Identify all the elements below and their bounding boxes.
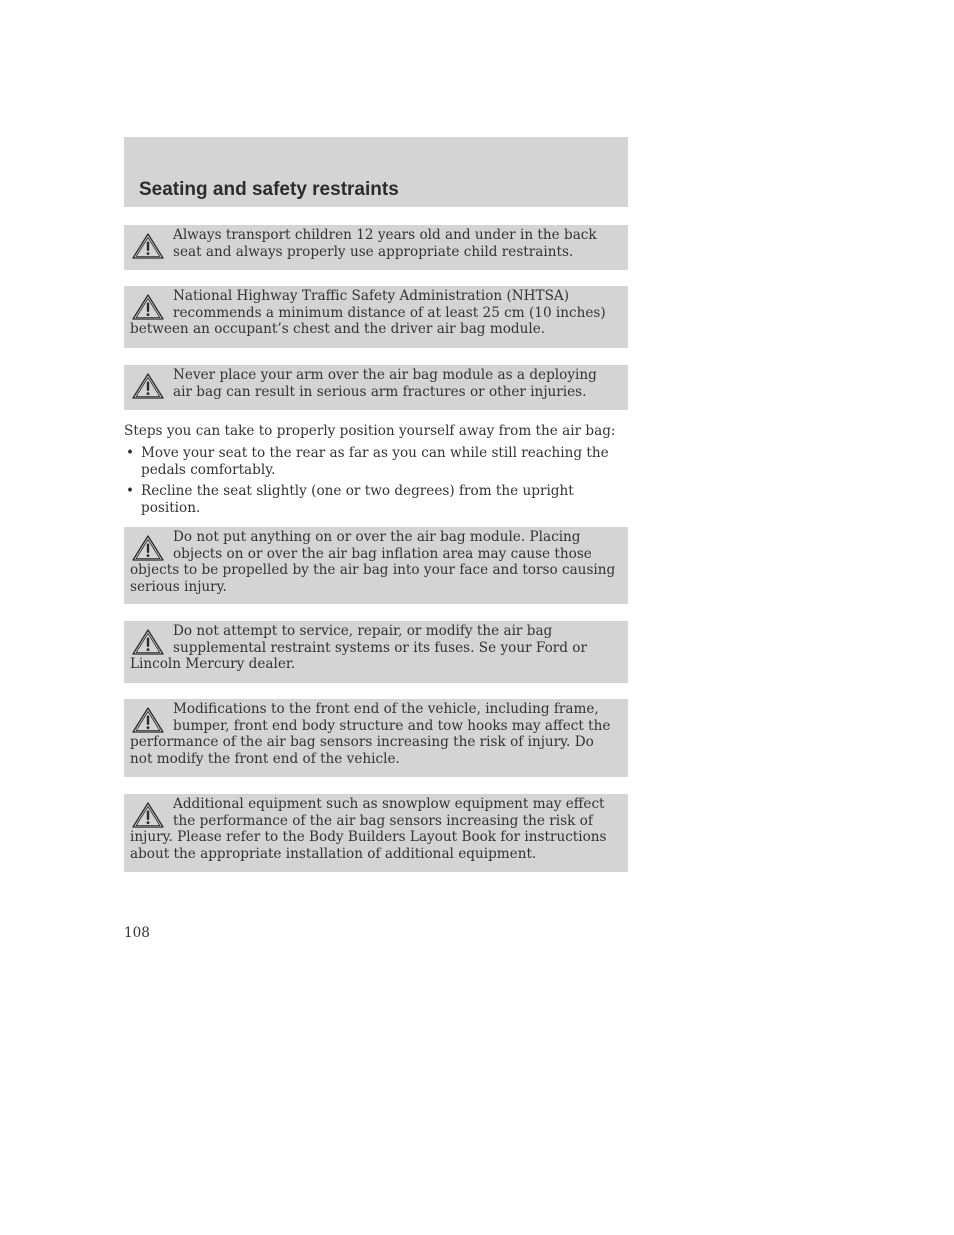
- warning-box-5: [124, 621, 628, 683]
- list-item-text: Move your seat to the rear as far as you can while still reaching the pedals comfortably.: [141, 445, 609, 478]
- warning-triangle-icon: [131, 628, 165, 656]
- warning-box-2: [124, 286, 628, 348]
- warning-text: National Highway Traffic Safety Administration (NHTSA) recommends a minimum distance of at least 25 cm (10 inches) between an occupant’s chest and the driver air bag module.: [130, 288, 606, 337]
- warning-triangle-icon: [131, 372, 165, 400]
- bullet-icon: •: [126, 445, 135, 461]
- list-item: [124, 445, 628, 478]
- bullet-icon: •: [126, 483, 135, 499]
- warning-box-6: [124, 699, 628, 777]
- warning-box-4: [124, 527, 628, 604]
- warning-triangle-icon: [131, 801, 165, 829]
- page-number: 108: [124, 925, 150, 941]
- warning-text: Do not attempt to service, repair, or modify the air bag supplemental restraint systems or its fuses. Se your Ford or Lincoln Mercury dealer.: [130, 623, 587, 672]
- steps-intro: Steps you can take to properly position yourself away from the air bag:: [124, 423, 616, 439]
- warning-text: Additional equipment such as snowplow equipment may effect the performance of the air bag sensors increasing the risk of injury. Please refer to the Body Builders Layout Book for instructions about the appropriate installation of additional equipment.: [130, 796, 607, 862]
- warning-triangle-icon: [131, 232, 165, 260]
- warning-triangle-icon: [131, 706, 165, 734]
- warning-triangle-icon: [131, 534, 165, 562]
- warning-box-7: [124, 794, 628, 872]
- warning-text: Do not put anything on or over the air bag module. Placing objects on or over the air bag inflation area may cause those objects to be propelled by the air bag into your face and torso causing serious injury.: [130, 529, 616, 595]
- warning-text: Never place your arm over the air bag module as a deploying air bag can result in serious arm fractures or other injuries.: [173, 367, 597, 400]
- page-title: Seating and safety restraints: [139, 179, 399, 200]
- warning-text: Always transport children 12 years old and under in the back seat and always properly use appropriate child restraints.: [173, 227, 597, 260]
- section-header: [124, 137, 628, 207]
- warning-box-3: [124, 365, 628, 410]
- warning-box-1: [124, 225, 628, 270]
- warning-text: Modifications to the front end of the vehicle, including frame, bumper, front end body structure and tow hooks may affect the performance of the air bag sensors increasing the risk of injury. Do not modify the front end of the vehicle.: [130, 701, 611, 767]
- steps-list: [124, 445, 628, 516]
- list-item: [124, 483, 628, 516]
- list-item-text: Recline the seat slightly (one or two degrees) from the upright position.: [141, 483, 574, 516]
- warning-triangle-icon: [131, 293, 165, 321]
